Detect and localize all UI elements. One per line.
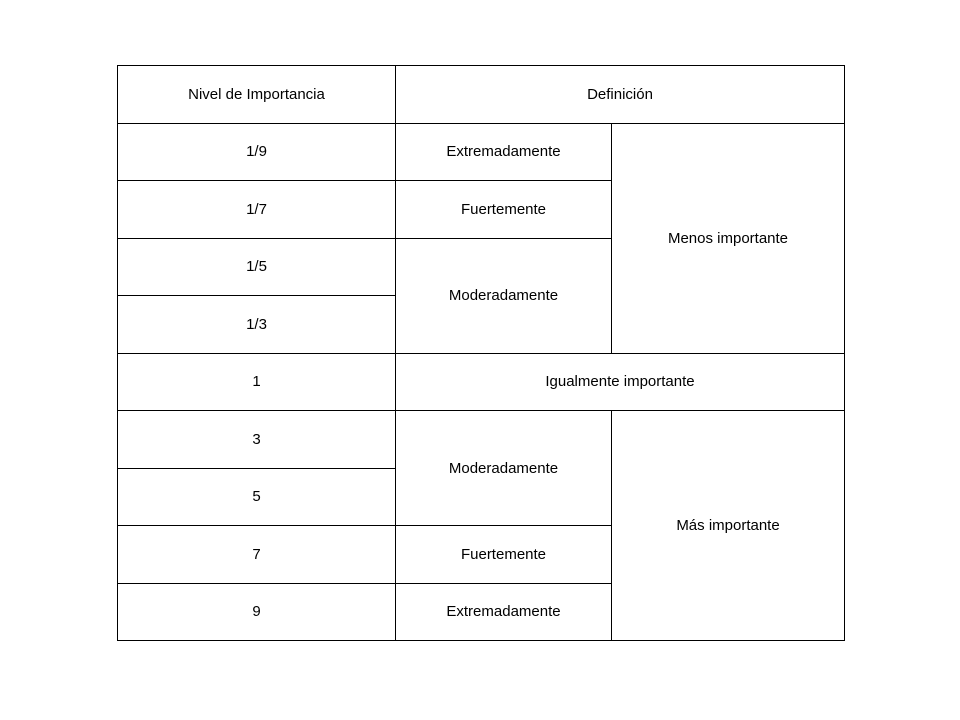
group-equally-important: Igualmente importante (396, 353, 845, 411)
table-header-row (118, 66, 845, 124)
group-more-important: Más importante (612, 411, 845, 641)
level-cell: 1/9 (118, 123, 396, 181)
level-cell: 1/5 (118, 238, 396, 296)
intensity-cell: Fuertemente (396, 181, 612, 239)
level-cell: 7 (118, 526, 396, 584)
level-cell: 1/3 (118, 296, 396, 354)
intensity-cell: Extremadamente (396, 583, 612, 641)
table-row (118, 123, 845, 181)
intensity-cell: Fuertemente (396, 526, 612, 584)
importance-scale-table (117, 65, 845, 641)
group-less-important: Menos importante (612, 123, 845, 353)
header-definition: Definición (396, 66, 845, 124)
table-row (118, 353, 845, 411)
level-cell: 3 (118, 411, 396, 469)
level-cell: 1 (118, 353, 396, 411)
intensity-cell: Moderadamente (396, 238, 612, 353)
header-level: Nivel de Importancia (118, 66, 396, 124)
level-cell: 1/7 (118, 181, 396, 239)
table-row (118, 411, 845, 469)
level-cell: 9 (118, 583, 396, 641)
intensity-cell: Moderadamente (396, 411, 612, 526)
level-cell: 5 (118, 468, 396, 526)
intensity-cell: Extremadamente (396, 123, 612, 181)
